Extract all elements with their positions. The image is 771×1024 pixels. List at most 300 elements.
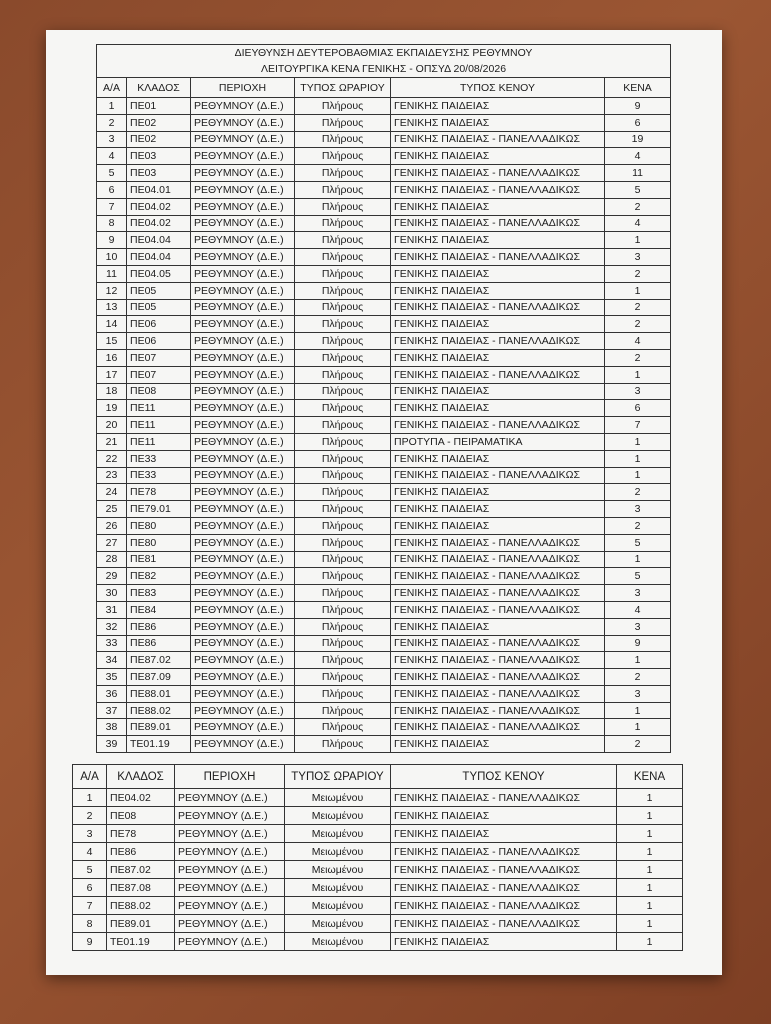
- klados-cell: ΠΕ83: [127, 585, 191, 602]
- kena-cell: 2: [605, 484, 671, 501]
- aa-cell: 20: [97, 417, 127, 434]
- typos-kenou-cell: ΓΕΝΙΚΗΣ ΠΑΙΔΕΙΑΣ - ΠΑΝΕΛΛΑΔΙΚΩΣ: [391, 685, 605, 702]
- klados-cell: ΠΕ02: [127, 114, 191, 131]
- typos-kenou-cell: ΓΕΝΙΚΗΣ ΠΑΙΔΕΙΑΣ: [391, 349, 605, 366]
- klados-cell: ΠΕ88.02: [127, 702, 191, 719]
- aa-cell: 8: [97, 215, 127, 232]
- typos-orariou-cell: Πλήρους: [295, 265, 391, 282]
- perioxi-cell: ΡΕΘΥΜΝΟΥ (Δ.Ε.): [191, 719, 295, 736]
- table-row: [73, 879, 683, 897]
- kena-cell: 19: [605, 131, 671, 148]
- typos-kenou-cell: ΓΕΝΙΚΗΣ ΠΑΙΔΕΙΑΣ - ΠΑΝΕΛΛΑΔΙΚΩΣ: [391, 333, 605, 350]
- klados-cell: ΠΕ87.02: [107, 861, 175, 879]
- aa-cell: 39: [97, 736, 127, 753]
- table-row: [73, 933, 683, 951]
- typos-orariou-cell: Πλήρους: [295, 198, 391, 215]
- kena-cell: 1: [605, 450, 671, 467]
- typos-orariou-cell: Πλήρους: [295, 669, 391, 686]
- aa-cell: 23: [97, 467, 127, 484]
- typos-kenou-cell: ΓΕΝΙΚΗΣ ΠΑΙΔΕΙΑΣ - ΠΑΝΕΛΛΑΔΙΚΩΣ: [391, 897, 617, 915]
- kena-cell: 2: [605, 669, 671, 686]
- typos-kenou-cell: ΓΕΝΙΚΗΣ ΠΑΙΔΕΙΑΣ - ΠΑΝΕΛΛΑΔΙΚΩΣ: [391, 702, 605, 719]
- typos-orariou-cell: Πλήρους: [295, 148, 391, 165]
- kena-cell: 1: [605, 433, 671, 450]
- aa-cell: 25: [97, 501, 127, 518]
- aa-cell: 32: [97, 618, 127, 635]
- kena-cell: 1: [605, 652, 671, 669]
- table-row: [97, 736, 671, 753]
- perioxi-cell: ΡΕΘΥΜΝΟΥ (Δ.Ε.): [191, 181, 295, 198]
- kena-cell: 1: [617, 807, 683, 825]
- table-row: [73, 915, 683, 933]
- perioxi-cell: ΡΕΘΥΜΝΟΥ (Δ.Ε.): [191, 366, 295, 383]
- typos-orariou-cell: Πλήρους: [295, 450, 391, 467]
- kena-cell: 3: [605, 249, 671, 266]
- aa-cell: 28: [97, 551, 127, 568]
- aa-cell: 4: [97, 148, 127, 165]
- table-row: [97, 366, 671, 383]
- aa-cell: 15: [97, 333, 127, 350]
- kena-cell: 3: [605, 618, 671, 635]
- aa-cell: 17: [97, 366, 127, 383]
- aa-cell: 31: [97, 601, 127, 618]
- typos-orariou-cell: Πλήρους: [295, 114, 391, 131]
- table-row: [73, 825, 683, 843]
- perioxi-cell: ΡΕΘΥΜΝΟΥ (Δ.Ε.): [191, 517, 295, 534]
- table-row: [73, 789, 683, 807]
- perioxi-cell: ΡΕΘΥΜΝΟΥ (Δ.Ε.): [191, 736, 295, 753]
- aa-cell: 10: [97, 249, 127, 266]
- typos-kenou-cell: ΓΕΝΙΚΗΣ ΠΑΙΔΕΙΑΣ: [391, 807, 617, 825]
- aa-cell: 16: [97, 349, 127, 366]
- aa-cell: 14: [97, 316, 127, 333]
- perioxi-cell: ΡΕΘΥΜΝΟΥ (Δ.Ε.): [191, 114, 295, 131]
- kena-cell: 1: [617, 915, 683, 933]
- typos-kenou-cell: ΓΕΝΙΚΗΣ ΠΑΙΔΕΙΑΣ: [391, 232, 605, 249]
- typos-orariou-cell: Μειωμένου: [285, 933, 391, 951]
- aa-cell: 9: [97, 232, 127, 249]
- typos-kenou-cell: ΓΕΝΙΚΗΣ ΠΑΙΔΕΙΑΣ: [391, 265, 605, 282]
- typos-kenou-cell: ΠΡΟΤΥΠΑ - ΠΕΙΡΑΜΑΤΙΚΑ: [391, 433, 605, 450]
- typos-orariou-cell: Μειωμένου: [285, 807, 391, 825]
- typos-orariou-cell: Πλήρους: [295, 282, 391, 299]
- klados-cell: ΠΕ06: [127, 333, 191, 350]
- typos-orariou-cell: Μειωμένου: [285, 897, 391, 915]
- aa-cell: 29: [97, 568, 127, 585]
- kena-cell: 3: [605, 685, 671, 702]
- perioxi-cell: ΡΕΘΥΜΝΟΥ (Δ.Ε.): [191, 316, 295, 333]
- perioxi-cell: ΡΕΘΥΜΝΟΥ (Δ.Ε.): [175, 825, 285, 843]
- kena-cell: 2: [605, 517, 671, 534]
- klados-cell: ΠΕ04.05: [127, 265, 191, 282]
- header-aa: Α/Α: [73, 765, 107, 789]
- klados-cell: ΤΕ01.19: [127, 736, 191, 753]
- table-row: [97, 131, 671, 148]
- table-row: [97, 652, 671, 669]
- perioxi-cell: ΡΕΘΥΜΝΟΥ (Δ.Ε.): [191, 265, 295, 282]
- typos-orariou-cell: Πλήρους: [295, 534, 391, 551]
- table-row: [97, 417, 671, 434]
- kena-cell: 1: [617, 879, 683, 897]
- typos-orariou-cell: Πλήρους: [295, 618, 391, 635]
- perioxi-cell: ΡΕΘΥΜΝΟΥ (Δ.Ε.): [191, 484, 295, 501]
- typos-orariou-cell: Πλήρους: [295, 299, 391, 316]
- typos-orariou-cell: Πλήρους: [295, 232, 391, 249]
- klados-cell: ΠΕ89.01: [127, 719, 191, 736]
- table-row: [97, 534, 671, 551]
- kena-cell: 1: [605, 366, 671, 383]
- typos-orariou-cell: Πλήρους: [295, 719, 391, 736]
- perioxi-cell: ΡΕΘΥΜΝΟΥ (Δ.Ε.): [175, 861, 285, 879]
- kena-cell: 1: [617, 897, 683, 915]
- header-klados: ΚΛΑΔΟΣ: [127, 78, 191, 98]
- kena-cell: 1: [617, 933, 683, 951]
- table-row: [97, 467, 671, 484]
- perioxi-cell: ΡΕΘΥΜΝΟΥ (Δ.Ε.): [191, 635, 295, 652]
- aa-cell: 13: [97, 299, 127, 316]
- kena-cell: 5: [605, 568, 671, 585]
- klados-cell: ΠΕ11: [127, 417, 191, 434]
- klados-cell: ΠΕ78: [127, 484, 191, 501]
- table-row: [97, 517, 671, 534]
- typos-orariou-cell: Μειωμένου: [285, 915, 391, 933]
- table-row: [97, 450, 671, 467]
- typos-kenou-cell: ΓΕΝΙΚΗΣ ΠΑΙΔΕΙΑΣ - ΠΑΝΕΛΛΑΔΙΚΩΣ: [391, 568, 605, 585]
- full-time-vacancies-table: [96, 44, 671, 753]
- klados-cell: ΤΕ01.19: [107, 933, 175, 951]
- table-row: [97, 165, 671, 182]
- perioxi-cell: ΡΕΘΥΜΝΟΥ (Δ.Ε.): [191, 333, 295, 350]
- table-row: [97, 551, 671, 568]
- aa-cell: 24: [97, 484, 127, 501]
- klados-cell: ΠΕ05: [127, 282, 191, 299]
- typos-kenou-cell: ΓΕΝΙΚΗΣ ΠΑΙΔΕΙΑΣ - ΠΑΝΕΛΛΑΔΙΚΩΣ: [391, 879, 617, 897]
- perioxi-cell: ΡΕΘΥΜΝΟΥ (Δ.Ε.): [175, 897, 285, 915]
- table-row: [97, 568, 671, 585]
- klados-cell: ΠΕ11: [127, 433, 191, 450]
- aa-cell: 18: [97, 383, 127, 400]
- aa-cell: 35: [97, 669, 127, 686]
- table-row: [97, 669, 671, 686]
- kena-cell: 5: [605, 181, 671, 198]
- klados-cell: ΠΕ04.02: [127, 198, 191, 215]
- table-row: [97, 719, 671, 736]
- klados-cell: ΠΕ86: [127, 618, 191, 635]
- table-row: [97, 181, 671, 198]
- kena-cell: 2: [605, 299, 671, 316]
- typos-kenou-cell: ΓΕΝΙΚΗΣ ΠΑΙΔΕΙΑΣ - ΠΑΝΕΛΛΑΔΙΚΩΣ: [391, 652, 605, 669]
- perioxi-cell: ΡΕΘΥΜΝΟΥ (Δ.Ε.): [191, 232, 295, 249]
- perioxi-cell: ΡΕΘΥΜΝΟΥ (Δ.Ε.): [191, 618, 295, 635]
- table-row: [97, 333, 671, 350]
- perioxi-cell: ΡΕΘΥΜΝΟΥ (Δ.Ε.): [191, 433, 295, 450]
- klados-cell: ΠΕ11: [127, 400, 191, 417]
- aa-cell: 6: [73, 879, 107, 897]
- typos-kenou-cell: ΓΕΝΙΚΗΣ ΠΑΙΔΕΙΑΣ - ΠΑΝΕΛΛΑΔΙΚΩΣ: [391, 215, 605, 232]
- typos-orariou-cell: Πλήρους: [295, 349, 391, 366]
- perioxi-cell: ΡΕΘΥΜΝΟΥ (Δ.Ε.): [191, 601, 295, 618]
- typos-orariou-cell: Πλήρους: [295, 215, 391, 232]
- klados-cell: ΠΕ78: [107, 825, 175, 843]
- table-row: [97, 232, 671, 249]
- perioxi-cell: ΡΕΘΥΜΝΟΥ (Δ.Ε.): [191, 198, 295, 215]
- table-row: [97, 198, 671, 215]
- typos-kenou-cell: ΓΕΝΙΚΗΣ ΠΑΙΔΕΙΑΣ - ΠΑΝΕΛΛΑΔΙΚΩΣ: [391, 181, 605, 198]
- klados-cell: ΠΕ02: [127, 131, 191, 148]
- perioxi-cell: ΡΕΘΥΜΝΟΥ (Δ.Ε.): [191, 215, 295, 232]
- perioxi-cell: ΡΕΘΥΜΝΟΥ (Δ.Ε.): [191, 551, 295, 568]
- kena-cell: 5: [605, 534, 671, 551]
- table-row: [97, 484, 671, 501]
- table-row: [97, 400, 671, 417]
- typos-orariou-cell: Πλήρους: [295, 333, 391, 350]
- klados-cell: ΠΕ33: [127, 467, 191, 484]
- typos-kenou-cell: ΓΕΝΙΚΗΣ ΠΑΙΔΕΙΑΣ: [391, 933, 617, 951]
- kena-cell: 1: [605, 467, 671, 484]
- kena-cell: 2: [605, 198, 671, 215]
- table-row: [97, 265, 671, 282]
- table-header-row: [97, 78, 671, 98]
- typos-kenou-cell: ΓΕΝΙΚΗΣ ΠΑΙΔΕΙΑΣ - ΠΑΝΕΛΛΑΔΙΚΩΣ: [391, 635, 605, 652]
- table-row: [97, 433, 671, 450]
- header-aa: Α/Α: [97, 78, 127, 98]
- aa-cell: 1: [73, 789, 107, 807]
- typos-orariou-cell: Πλήρους: [295, 635, 391, 652]
- kena-cell: 11: [605, 165, 671, 182]
- kena-cell: 3: [605, 585, 671, 602]
- typos-orariou-cell: Πλήρους: [295, 467, 391, 484]
- aa-cell: 38: [97, 719, 127, 736]
- typos-kenou-cell: ΓΕΝΙΚΗΣ ΠΑΙΔΕΙΑΣ - ΠΑΝΕΛΛΑΔΙΚΩΣ: [391, 299, 605, 316]
- typos-kenou-cell: ΓΕΝΙΚΗΣ ΠΑΙΔΕΙΑΣ - ΠΑΝΕΛΛΑΔΙΚΩΣ: [391, 861, 617, 879]
- kena-cell: 6: [605, 114, 671, 131]
- table-row: [97, 282, 671, 299]
- klados-cell: ΠΕ03: [127, 165, 191, 182]
- typos-kenou-cell: ΓΕΝΙΚΗΣ ΠΑΙΔΕΙΑΣ: [391, 450, 605, 467]
- typos-kenou-cell: ΓΕΝΙΚΗΣ ΠΑΙΔΕΙΑΣ: [391, 98, 605, 115]
- full-time-rows: [97, 98, 671, 753]
- typos-orariou-cell: Πλήρους: [295, 316, 391, 333]
- typos-kenou-cell: ΓΕΝΙΚΗΣ ΠΑΙΔΕΙΑΣ - ΠΑΝΕΛΛΑΔΙΚΩΣ: [391, 585, 605, 602]
- table-row: [97, 601, 671, 618]
- typos-kenou-cell: ΓΕΝΙΚΗΣ ΠΑΙΔΕΙΑΣ: [391, 148, 605, 165]
- klados-cell: ΠΕ82: [127, 568, 191, 585]
- kena-cell: 4: [605, 333, 671, 350]
- kena-cell: 4: [605, 601, 671, 618]
- klados-cell: ΠΕ87.09: [127, 669, 191, 686]
- table-row: [97, 249, 671, 266]
- perioxi-cell: ΡΕΘΥΜΝΟΥ (Δ.Ε.): [191, 467, 295, 484]
- typos-kenou-cell: ΓΕΝΙΚΗΣ ΠΑΙΔΕΙΑΣ: [391, 618, 605, 635]
- perioxi-cell: ΡΕΘΥΜΝΟΥ (Δ.Ε.): [191, 685, 295, 702]
- perioxi-cell: ΡΕΘΥΜΝΟΥ (Δ.Ε.): [175, 789, 285, 807]
- header-perioxi: ΠΕΡΙΟΧΗ: [175, 765, 285, 789]
- typos-kenou-cell: ΓΕΝΙΚΗΣ ΠΑΙΔΕΙΑΣ: [391, 484, 605, 501]
- kena-cell: 2: [605, 736, 671, 753]
- aa-cell: 26: [97, 517, 127, 534]
- aa-cell: 30: [97, 585, 127, 602]
- typos-kenou-cell: ΓΕΝΙΚΗΣ ΠΑΙΔΕΙΑΣ: [391, 114, 605, 131]
- reduced-time-vacancies-table: [72, 764, 683, 951]
- table-row: [73, 843, 683, 861]
- perioxi-cell: ΡΕΘΥΜΝΟΥ (Δ.Ε.): [191, 165, 295, 182]
- table-row: [97, 349, 671, 366]
- klados-cell: ΠΕ89.01: [107, 915, 175, 933]
- typos-orariou-cell: Πλήρους: [295, 417, 391, 434]
- typos-orariou-cell: Πλήρους: [295, 433, 391, 450]
- header-kena: ΚΕΝΑ: [605, 78, 671, 98]
- klados-cell: ΠΕ08: [107, 807, 175, 825]
- typos-orariou-cell: Πλήρους: [295, 702, 391, 719]
- aa-cell: 4: [73, 843, 107, 861]
- perioxi-cell: ΡΕΘΥΜΝΟΥ (Δ.Ε.): [175, 915, 285, 933]
- typos-kenou-cell: ΓΕΝΙΚΗΣ ΠΑΙΔΕΙΑΣ: [391, 282, 605, 299]
- reduced-time-rows: [73, 789, 683, 951]
- perioxi-cell: ΡΕΘΥΜΝΟΥ (Δ.Ε.): [191, 383, 295, 400]
- typos-orariou-cell: Πλήρους: [295, 181, 391, 198]
- klados-cell: ΠΕ04.04: [127, 232, 191, 249]
- aa-cell: 34: [97, 652, 127, 669]
- typos-kenou-cell: ΓΕΝΙΚΗΣ ΠΑΙΔΕΙΑΣ - ΠΑΝΕΛΛΑΔΙΚΩΣ: [391, 669, 605, 686]
- typos-kenou-cell: ΓΕΝΙΚΗΣ ΠΑΙΔΕΙΑΣ: [391, 825, 617, 843]
- typos-kenou-cell: ΓΕΝΙΚΗΣ ΠΑΙΔΕΙΑΣ - ΠΑΝΕΛΛΑΔΙΚΩΣ: [391, 366, 605, 383]
- klados-cell: ΠΕ88.02: [107, 897, 175, 915]
- typos-kenou-cell: ΓΕΝΙΚΗΣ ΠΑΙΔΕΙΑΣ: [391, 198, 605, 215]
- klados-cell: ΠΕ03: [127, 148, 191, 165]
- aa-cell: 9: [73, 933, 107, 951]
- klados-cell: ΠΕ01: [127, 98, 191, 115]
- aa-cell: 8: [73, 915, 107, 933]
- table-row: [97, 702, 671, 719]
- klados-cell: ΠΕ81: [127, 551, 191, 568]
- aa-cell: 12: [97, 282, 127, 299]
- perioxi-cell: ΡΕΘΥΜΝΟΥ (Δ.Ε.): [191, 131, 295, 148]
- perioxi-cell: ΡΕΘΥΜΝΟΥ (Δ.Ε.): [191, 501, 295, 518]
- typos-kenou-cell: ΓΕΝΙΚΗΣ ΠΑΙΔΕΙΑΣ: [391, 383, 605, 400]
- typos-kenou-cell: ΓΕΝΙΚΗΣ ΠΑΙΔΕΙΑΣ: [391, 400, 605, 417]
- perioxi-cell: ΡΕΘΥΜΝΟΥ (Δ.Ε.): [191, 585, 295, 602]
- kena-cell: 1: [605, 551, 671, 568]
- kena-cell: 2: [605, 316, 671, 333]
- header-perioxi: ΠΕΡΙΟΧΗ: [191, 78, 295, 98]
- klados-cell: ΠΕ79.01: [127, 501, 191, 518]
- typos-orariou-cell: Πλήρους: [295, 585, 391, 602]
- klados-cell: ΠΕ80: [127, 517, 191, 534]
- klados-cell: ΠΕ87.02: [127, 652, 191, 669]
- perioxi-cell: ΡΕΘΥΜΝΟΥ (Δ.Ε.): [191, 148, 295, 165]
- typos-kenou-cell: ΓΕΝΙΚΗΣ ΠΑΙΔΕΙΑΣ - ΠΑΝΕΛΛΑΔΙΚΩΣ: [391, 551, 605, 568]
- typos-kenou-cell: ΓΕΝΙΚΗΣ ΠΑΙΔΕΙΑΣ: [391, 501, 605, 518]
- table-row: [97, 98, 671, 115]
- typos-orariou-cell: Πλήρους: [295, 736, 391, 753]
- perioxi-cell: ΡΕΘΥΜΝΟΥ (Δ.Ε.): [175, 879, 285, 897]
- table-row: [97, 383, 671, 400]
- table-header-row: [73, 765, 683, 789]
- typos-kenou-cell: ΓΕΝΙΚΗΣ ΠΑΙΔΕΙΑΣ - ΠΑΝΕΛΛΑΔΙΚΩΣ: [391, 601, 605, 618]
- typos-kenou-cell: ΓΕΝΙΚΗΣ ΠΑΙΔΕΙΑΣ - ΠΑΝΕΛΛΑΔΙΚΩΣ: [391, 467, 605, 484]
- table-row: [97, 635, 671, 652]
- header-typos-orariou: ΤΥΠΟΣ ΩΡΑΡΙΟΥ: [295, 78, 391, 98]
- table-row: [97, 685, 671, 702]
- kena-cell: 3: [605, 501, 671, 518]
- typos-orariou-cell: Μειωμένου: [285, 789, 391, 807]
- typos-orariou-cell: Πλήρους: [295, 383, 391, 400]
- typos-kenou-cell: ΓΕΝΙΚΗΣ ΠΑΙΔΕΙΑΣ - ΠΑΝΕΛΛΑΔΙΚΩΣ: [391, 417, 605, 434]
- typos-orariou-cell: Μειωμένου: [285, 825, 391, 843]
- klados-cell: ΠΕ06: [127, 316, 191, 333]
- header-typos-kenou: ΤΥΠΟΣ ΚΕΝΟΥ: [391, 765, 617, 789]
- typos-orariou-cell: Πλήρους: [295, 601, 391, 618]
- perioxi-cell: ΡΕΘΥΜΝΟΥ (Δ.Ε.): [191, 282, 295, 299]
- kena-cell: 1: [617, 843, 683, 861]
- document-title: ΔΙΕΥΘΥΝΣΗ ΔΕΥΤΕΡΟΒΑΘΜΙΑΣ ΕΚΠΑΙΔΕΥΣΗΣ ΡΕΘΥΜΝΟΥ: [97, 45, 671, 62]
- klados-cell: ΠΕ07: [127, 349, 191, 366]
- typos-orariou-cell: Πλήρους: [295, 484, 391, 501]
- klados-cell: ΠΕ04.02: [107, 789, 175, 807]
- kena-cell: 3: [605, 383, 671, 400]
- table-row: [97, 316, 671, 333]
- typos-kenou-cell: ΓΕΝΙΚΗΣ ΠΑΙΔΕΙΑΣ: [391, 316, 605, 333]
- perioxi-cell: ΡΕΘΥΜΝΟΥ (Δ.Ε.): [191, 702, 295, 719]
- kena-cell: 4: [605, 148, 671, 165]
- klados-cell: ΠΕ80: [127, 534, 191, 551]
- typos-orariou-cell: Πλήρους: [295, 551, 391, 568]
- table-row: [97, 585, 671, 602]
- perioxi-cell: ΡΕΘΥΜΝΟΥ (Δ.Ε.): [175, 807, 285, 825]
- aa-cell: 7: [73, 897, 107, 915]
- typos-orariou-cell: Πλήρους: [295, 131, 391, 148]
- perioxi-cell: ΡΕΘΥΜΝΟΥ (Δ.Ε.): [191, 417, 295, 434]
- kena-cell: 1: [617, 789, 683, 807]
- typos-kenou-cell: ΓΕΝΙΚΗΣ ΠΑΙΔΕΙΑΣ - ΠΑΝΕΛΛΑΔΙΚΩΣ: [391, 249, 605, 266]
- typos-orariou-cell: Πλήρους: [295, 517, 391, 534]
- typos-orariou-cell: Πλήρους: [295, 98, 391, 115]
- klados-cell: ΠΕ87.08: [107, 879, 175, 897]
- perioxi-cell: ΡΕΘΥΜΝΟΥ (Δ.Ε.): [191, 249, 295, 266]
- table-row: [73, 861, 683, 879]
- perioxi-cell: ΡΕΘΥΜΝΟΥ (Δ.Ε.): [191, 652, 295, 669]
- table-row: [97, 299, 671, 316]
- klados-cell: ΠΕ04.04: [127, 249, 191, 266]
- kena-cell: 9: [605, 635, 671, 652]
- perioxi-cell: ΡΕΘΥΜΝΟΥ (Δ.Ε.): [191, 568, 295, 585]
- typos-kenou-cell: ΓΕΝΙΚΗΣ ΠΑΙΔΕΙΑΣ - ΠΑΝΕΛΛΑΔΙΚΩΣ: [391, 915, 617, 933]
- aa-cell: 1: [97, 98, 127, 115]
- kena-cell: 1: [605, 232, 671, 249]
- kena-cell: 9: [605, 98, 671, 115]
- klados-cell: ΠΕ04.02: [127, 215, 191, 232]
- header-klados: ΚΛΑΔΟΣ: [107, 765, 175, 789]
- perioxi-cell: ΡΕΘΥΜΝΟΥ (Δ.Ε.): [191, 400, 295, 417]
- header-typos-kenou: ΤΥΠΟΣ ΚΕΝΟΥ: [391, 78, 605, 98]
- aa-cell: 5: [73, 861, 107, 879]
- typos-kenou-cell: ΓΕΝΙΚΗΣ ΠΑΙΔΕΙΑΣ: [391, 517, 605, 534]
- typos-kenou-cell: ΓΕΝΙΚΗΣ ΠΑΙΔΕΙΑΣ - ΠΑΝΕΛΛΑΔΙΚΩΣ: [391, 131, 605, 148]
- typos-orariou-cell: Πλήρους: [295, 400, 391, 417]
- perioxi-cell: ΡΕΘΥΜΝΟΥ (Δ.Ε.): [191, 534, 295, 551]
- typos-kenou-cell: ΓΕΝΙΚΗΣ ΠΑΙΔΕΙΑΣ - ΠΑΝΕΛΛΑΔΙΚΩΣ: [391, 165, 605, 182]
- table-row: [97, 618, 671, 635]
- perioxi-cell: ΡΕΘΥΜΝΟΥ (Δ.Ε.): [191, 669, 295, 686]
- kena-cell: 1: [605, 282, 671, 299]
- typos-orariou-cell: Μειωμένου: [285, 861, 391, 879]
- aa-cell: 22: [97, 450, 127, 467]
- aa-cell: 7: [97, 198, 127, 215]
- typos-orariou-cell: Μειωμένου: [285, 843, 391, 861]
- kena-cell: 1: [605, 702, 671, 719]
- table-row: [97, 148, 671, 165]
- aa-cell: 6: [97, 181, 127, 198]
